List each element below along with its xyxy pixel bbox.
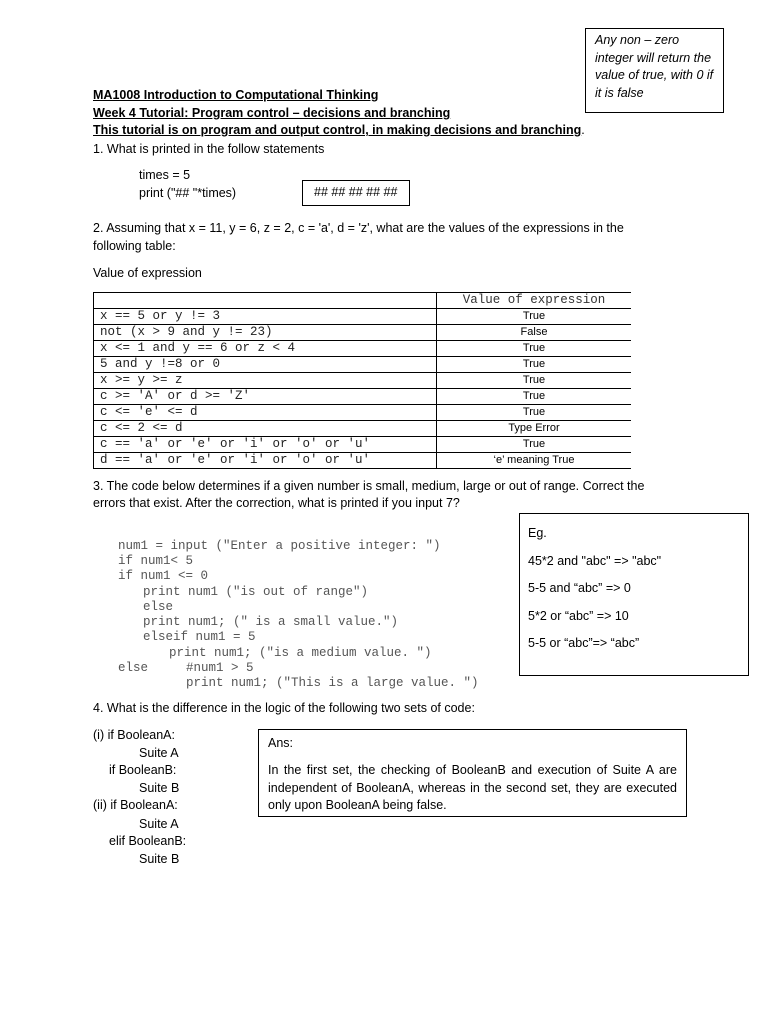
example-line: 5-5 or “abc”=> “abc”: [528, 636, 640, 650]
table-row: [94, 389, 632, 405]
answer-text: In the first set, the checking of BooleanB and execution of Suite A are independent of BooleanA, whereas in the second set, they are executed only upon BooleanA being false.: [268, 763, 677, 812]
q1-answer-box: [302, 180, 410, 206]
week-title: Week 4 Tutorial: Program control – decisions and branching: [93, 106, 451, 120]
expr-cell: x >= y >= z: [94, 373, 437, 389]
q2-question-line1: 2. Assuming that x = 11, y = 6, z = 2, c = 'a', d = 'z', what are the values of the expressions in the: [93, 221, 624, 235]
course-title: MA1008 Introduction to Computational Thinking: [93, 88, 379, 102]
table-row: [94, 325, 632, 341]
table-row: [94, 437, 632, 453]
q4-code-line: Suite A: [139, 746, 179, 760]
answer-label: Ans:: [268, 736, 294, 750]
q2-label: Value of expression: [93, 266, 202, 280]
q3-code-line: else: [118, 661, 149, 675]
q3-code-line: if num1 <= 0: [118, 569, 209, 583]
value-cell: True: [437, 357, 632, 373]
table-header-expr: [94, 293, 437, 309]
expr-cell: c <= 'e' <= d: [94, 405, 437, 421]
q3-code-line: #num1 > 5: [186, 661, 254, 675]
q3-code-line: print num1 ("is out of range"): [143, 585, 369, 599]
q4-code-line: Suite B: [139, 852, 180, 866]
expr-cell: c == 'a' or 'e' or 'i' or 'o' or 'u': [94, 437, 437, 453]
value-cell: True: [437, 309, 632, 325]
q3-code-line: elseif num1 = 5: [143, 630, 256, 644]
expr-cell: d == 'a' or 'e' or 'i' or 'o' or 'u': [94, 453, 437, 469]
table-row: [94, 405, 632, 421]
table-row: [94, 453, 632, 469]
value-cell: True: [437, 341, 632, 357]
q3-question-line2: errors that exist. After the correction, what is printed if you input 7?: [93, 496, 460, 510]
q1-question: 1. What is printed in the follow statements: [93, 142, 325, 156]
q3-code-line: else: [143, 600, 174, 614]
value-cell: True: [437, 405, 632, 421]
q4-code-line: Suite B: [139, 781, 180, 795]
table-row: [94, 373, 632, 389]
q4-code-line: (i) if BooleanA:: [93, 728, 175, 742]
table-row: [94, 421, 632, 437]
value-cell: False: [437, 325, 632, 341]
expr-cell: not (x > 9 and y != 23): [94, 325, 437, 341]
expr-cell: c >= 'A' or d >= 'Z': [94, 389, 437, 405]
expression-table: [93, 292, 631, 469]
q3-code-line: print num1; ("This is a large value. "): [186, 676, 479, 690]
table-row: [94, 341, 632, 357]
expr-cell: c <= 2 <= d: [94, 421, 437, 437]
expr-cell: x <= 1 and y == 6 or z < 4: [94, 341, 437, 357]
value-cell: True: [437, 437, 632, 453]
q3-code-line: print num1; ("is a medium value. "): [169, 646, 432, 660]
q4-code-line: Suite A: [139, 817, 179, 831]
q2-question-line2: following table:: [93, 239, 176, 253]
q1-code-line2: print ("## "*times): [139, 186, 237, 200]
table-row: [94, 309, 632, 325]
q4-code-line: (ii) if BooleanA:: [93, 798, 178, 812]
q4-code-line: elif BooleanB:: [109, 834, 187, 848]
example-box: [519, 513, 749, 676]
value-cell: Type Error: [437, 421, 632, 437]
note-box: [585, 28, 724, 113]
example-title: Eg.: [528, 526, 547, 540]
table-header-row: [94, 293, 632, 309]
q3-code-line: print num1; (" is a small value."): [143, 615, 399, 629]
answer-box: [258, 729, 687, 817]
q3-question-line1: 3. The code below determines if a given number is small, medium, large or out of range. Correct the: [93, 479, 645, 493]
intro-text: This tutorial is on program and output control, in making decisions and branching: [93, 123, 582, 137]
q4-code-line: if BooleanB:: [109, 763, 177, 777]
q3-code-line: if num1< 5: [118, 554, 194, 568]
q3-code-line: num1 = input ("Enter a positive integer: "): [118, 539, 441, 553]
q4-question: 4. What is the difference in the logic of the following two sets of code:: [93, 701, 475, 715]
example-line: 5-5 and “abc” => 0: [528, 581, 631, 595]
q1-answer: ## ## ## ## ##: [314, 185, 398, 199]
note-text: Any non – zero integer will return the value of true, with 0 if it is false: [595, 33, 714, 100]
value-cell: ‘e’ meaning True: [437, 453, 632, 469]
value-cell: True: [437, 389, 632, 405]
expr-cell: 5 and y !=8 or 0: [94, 357, 437, 373]
q1-code-line1: times = 5: [139, 168, 191, 182]
example-line: 5*2 or “abc” => 10: [528, 608, 629, 623]
example-line: 45*2 and "abc" => "abc": [528, 553, 662, 568]
intro-line: This tutorial is on program and output control, in making decisions and branching.: [93, 123, 585, 137]
expr-cell: x == 5 or y != 3: [94, 309, 437, 325]
table-header-value: Value of expression: [437, 293, 632, 309]
value-cell: True: [437, 373, 632, 389]
table-row: [94, 357, 632, 373]
